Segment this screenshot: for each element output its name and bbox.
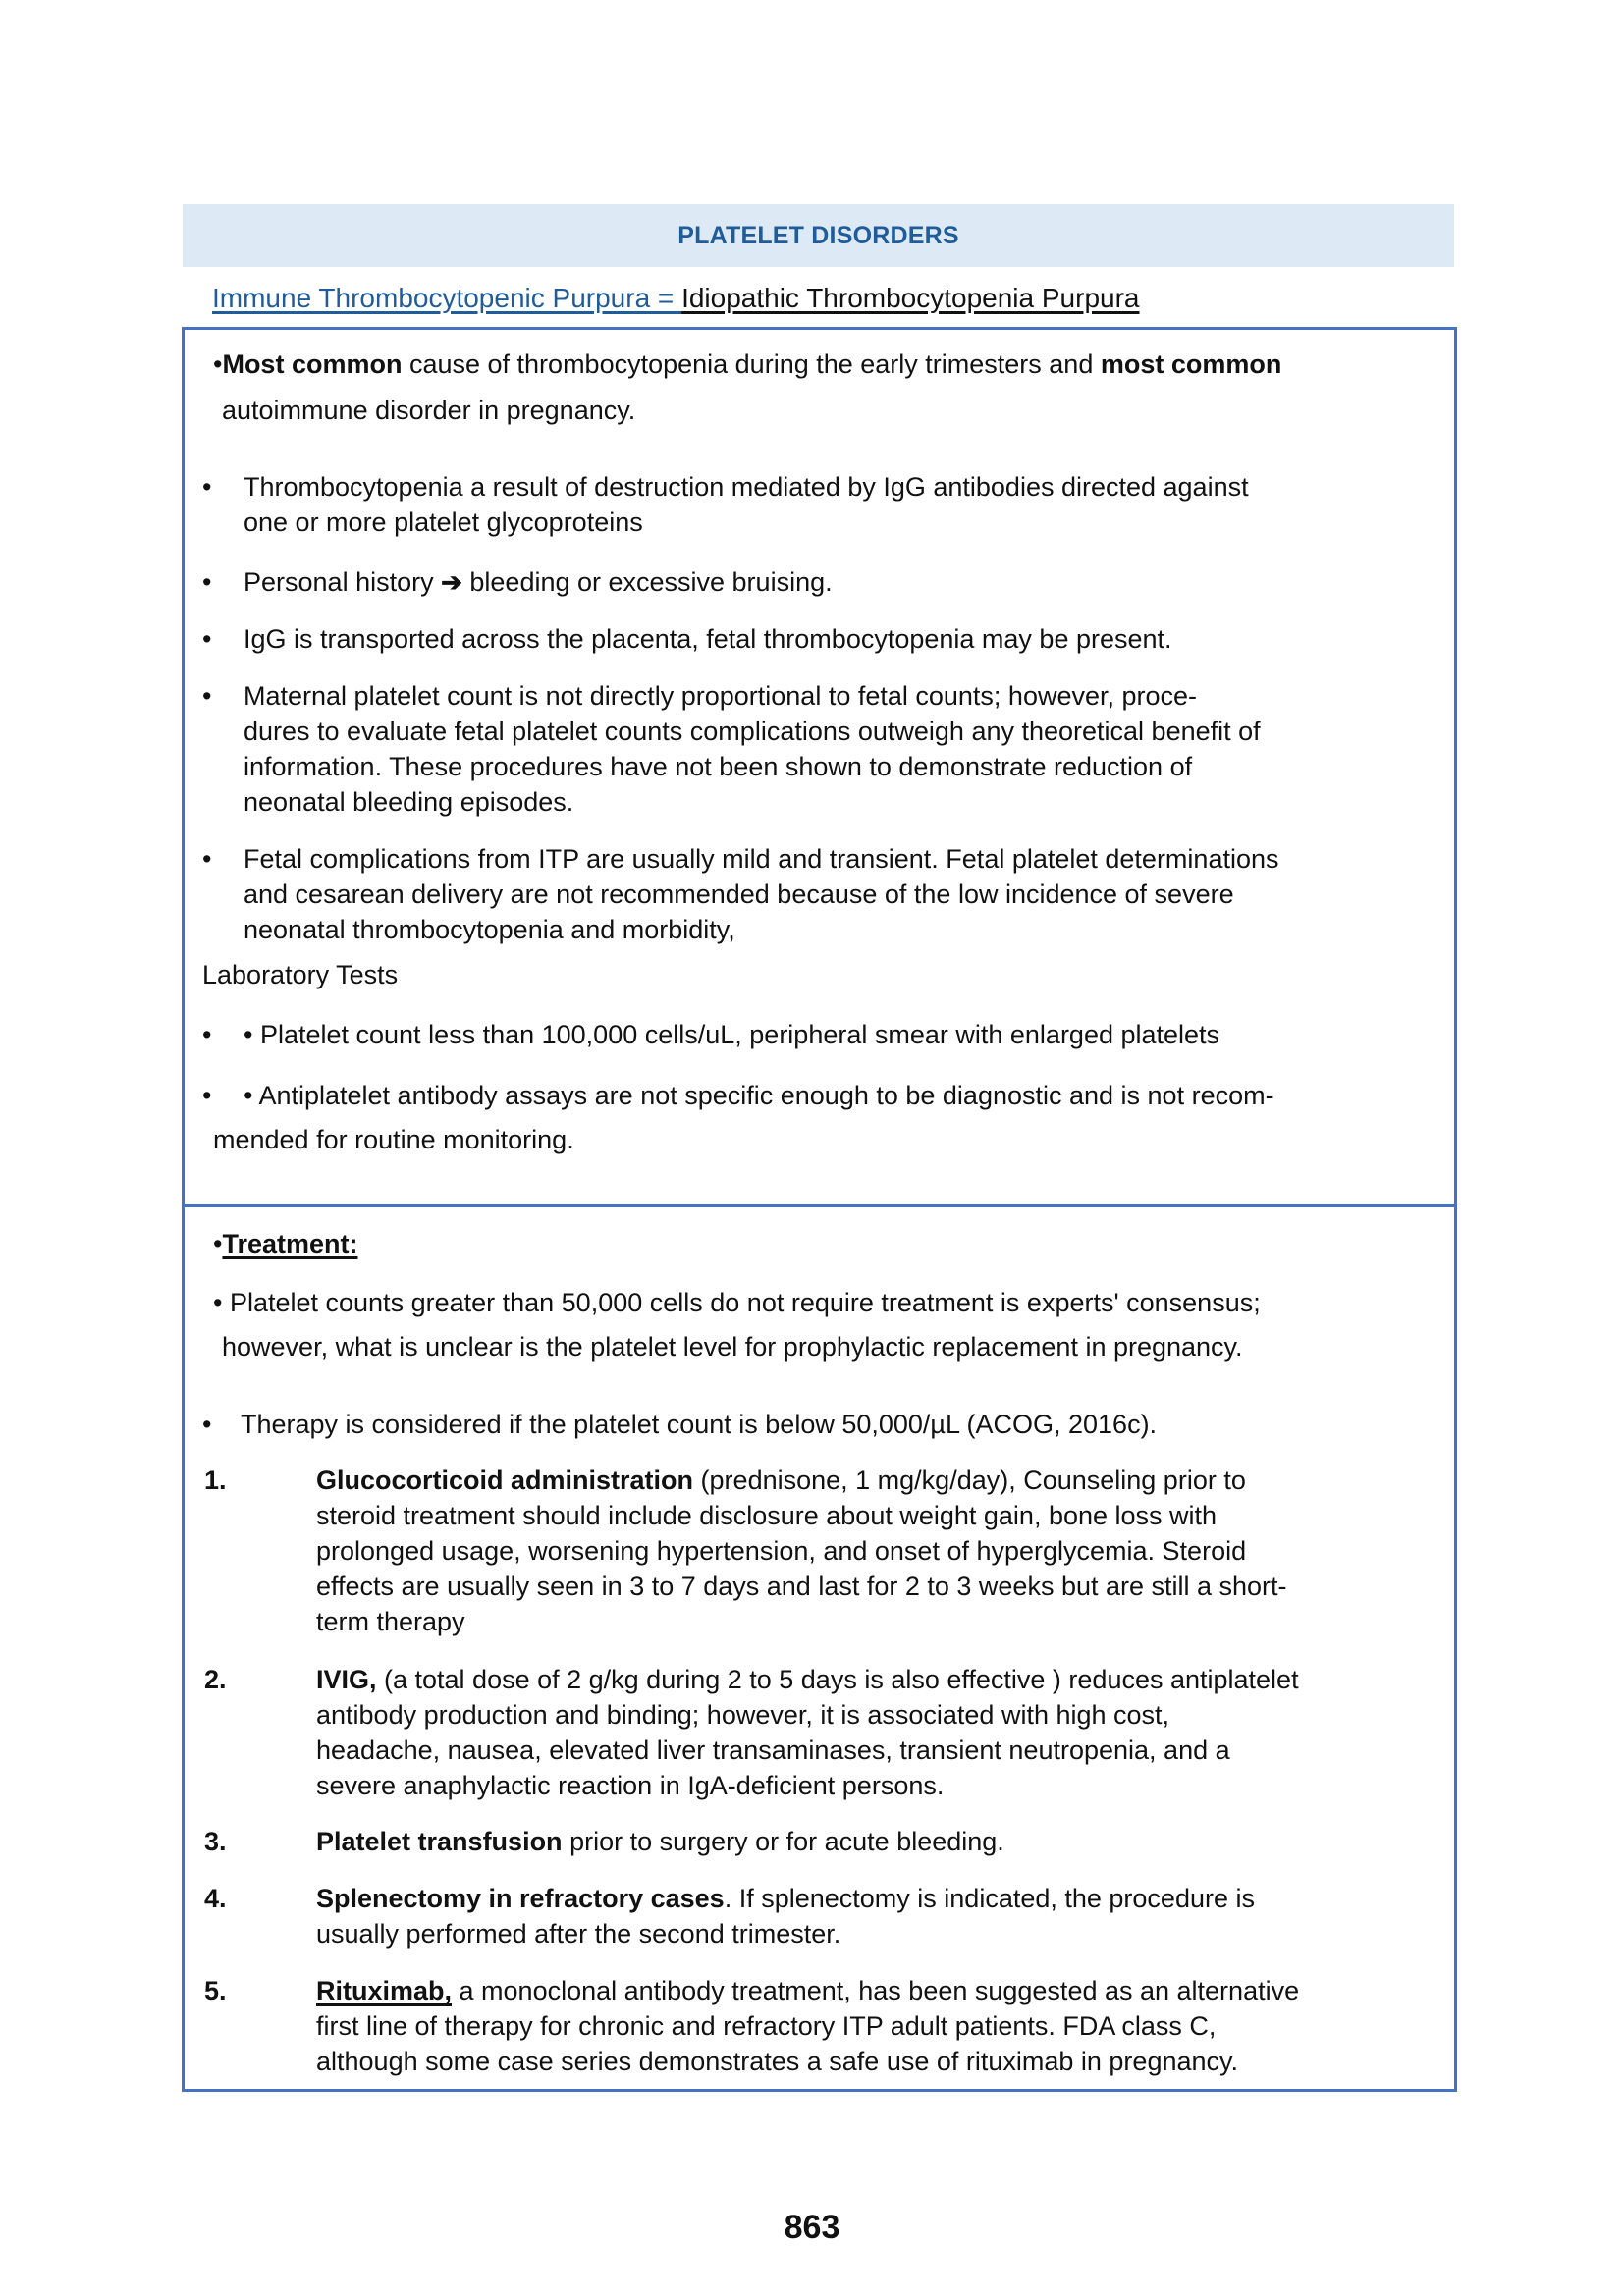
intro-line-2: autoimmune disorder in pregnancy. [222,396,636,425]
intro-bold-most-common: Most common [222,349,403,379]
option-4-title: Splenectomy in refractory cases [316,1884,725,1913]
section-title: PLATELET DISORDERS [677,221,959,249]
option-2-number: 2. [204,1665,227,1694]
treatment-consensus-line-2: however, what is unclear is the platelet level for prophylactic replacement in pregnancy. [222,1332,1243,1362]
bullet-4-line-4: neonatal bleeding episodes. [244,787,574,817]
bullet-1-line-2: one or more platelet glycoproteins [244,507,643,537]
option-2-line-3: headache, nausea, elevated liver transaminases, transient neutropenia, and a [316,1735,1230,1765]
option-1-line-3: prolonged usage, worsening hypertension, and onset of hyperglycemia. Steroid [316,1536,1247,1566]
option-1-title: Glucocorticoid administration [316,1466,694,1495]
option-3-rest: prior to surgery or for acute bleeding. [562,1827,1004,1856]
option-5-line-2: first line of therapy for chronic and refractory ITP adult patients. FDA class C, [316,2011,1217,2041]
right-arrow-icon: ➔ [441,567,462,597]
bullet-icon: • [213,349,223,379]
page-number: 863 [784,2209,840,2246]
treatment-consensus-line-1: • Platelet counts greater than 50,000 cells do not require treatment is experts' consensus; [213,1288,1261,1317]
option-2-line-2: antibody production and binding; however, it is associated with high cost, [316,1700,1170,1730]
treatment-heading [213,1226,358,1261]
bullet-icon: • [213,1229,223,1258]
option-1-rest: (prednisone, 1 mg/kg/day), Counseling prior to [693,1466,1246,1495]
option-2-title: IVIG, [316,1665,377,1694]
option-4-number: 4. [204,1884,227,1913]
bullet-2-before: Personal history [244,567,442,597]
bullet-3-line: IgG is transported across the placenta, fetal thrombocytopenia may be present. [244,624,1172,654]
bullet-icon: • [202,567,212,597]
bullet-5-line-2: and cesarean delivery are not recommended because of the low incidence of severe [244,880,1234,909]
section-divider [185,1204,1454,1207]
bullet-icon: • [202,1410,212,1439]
bullet-1-line-1: Thrombocytopenia a result of destruction mediated by IgG antibodies directed against [244,472,1249,502]
lab-item-platelet-count: • Platelet count less than 100,000 cells/uL, peripheral smear with enlarged platelets [244,1020,1220,1049]
option-1-line-4: effects are usually seen in 3 to 7 days and last for 2 to 3 weeks but are still a short- [316,1572,1287,1601]
bullet-5-line-3: neonatal thrombocytopenia and morbidity, [244,915,735,944]
option-5-line-1 [316,1973,1299,2008]
intro-text: cause of thrombocytopenia during the early trimesters and [402,349,1101,379]
option-4-line-2: usually performed after the second trimester. [316,1919,841,1949]
section-header-band [183,204,1454,267]
bullet-icon: • [202,1020,212,1049]
bullet-icon: • [202,624,212,654]
option-1-line-5: term therapy [316,1607,465,1636]
bullet-4-line-1: Maternal platelet count is not directly proportional to fetal counts; however, proce- [244,681,1198,711]
bullet-icon: • [202,1081,212,1110]
lab-item-antiplatelet-assay-cont: mended for routine monitoring. [213,1125,574,1154]
therapy-threshold: Therapy is considered if the platelet count is below 50,000/µL (ACOG, 2016c). [241,1410,1158,1439]
bullet-4-line-3: information. These procedures have not been shown to demonstrate reduction of [244,752,1193,781]
bullet-2-line [244,564,833,600]
treatment-heading-label: Treatment: [222,1229,358,1258]
option-2-line-1 [316,1662,1299,1697]
bullet-5-line-1: Fetal complications from ITP are usually mild and transient. Fetal platelet determinations [244,844,1279,874]
option-5-rest: a monoclonal antibody treatment, has been suggested as an alternative [452,1976,1300,2005]
option-5-title: Rituximab, [316,1976,453,2005]
option-5-line-3: although some case series demonstrates a safe use of rituximab in pregnancy. [316,2047,1239,2076]
option-3-number: 3. [204,1827,227,1856]
bullet-icon: • [202,472,212,502]
option-2-line-4: severe anaphylactic reaction in IgA-deficient persons. [316,1771,945,1800]
subtitle-idiopathic-itp: Idiopathic Thrombocytopenia Purpura [681,283,1140,313]
bullet-4-line-2: dures to evaluate fetal platelet counts complications outweigh any theoretical benefit of [244,717,1261,746]
option-2-rest: (a total dose of 2 g/kg during 2 to 5 days is also effective ) reduces antiplatelet [376,1665,1299,1694]
option-4-rest: . If splenectomy is indicated, the procedure is [724,1884,1255,1913]
subtitle-immune-itp: Immune Thrombocytopenic Purpura = [212,283,682,313]
intro-bold-most-common-2: most common [1100,349,1282,379]
content-box [182,327,1457,2092]
option-1-line-2: steroid treatment should include disclosure about weight gain, bone loss with [316,1501,1218,1530]
bullet-icon: • [202,844,212,874]
topic-subtitle [212,283,1140,314]
intro-line-1 [213,347,1281,382]
bullet-icon: • [202,681,212,711]
option-4-line-1 [316,1881,1255,1916]
lab-item-antiplatelet-assay: • Antiplatelet antibody assays are not specific enough to be diagnostic and is not recom- [244,1081,1274,1110]
lab-tests-heading: Laboratory Tests [202,960,399,989]
option-3-line-1 [316,1824,1004,1859]
option-1-number: 1. [204,1466,227,1495]
option-1-line-1 [316,1463,1246,1498]
bullet-2-after: bleeding or excessive bruising. [461,567,833,597]
option-3-title: Platelet transfusion [316,1827,563,1856]
option-5-number: 5. [204,1976,227,2005]
